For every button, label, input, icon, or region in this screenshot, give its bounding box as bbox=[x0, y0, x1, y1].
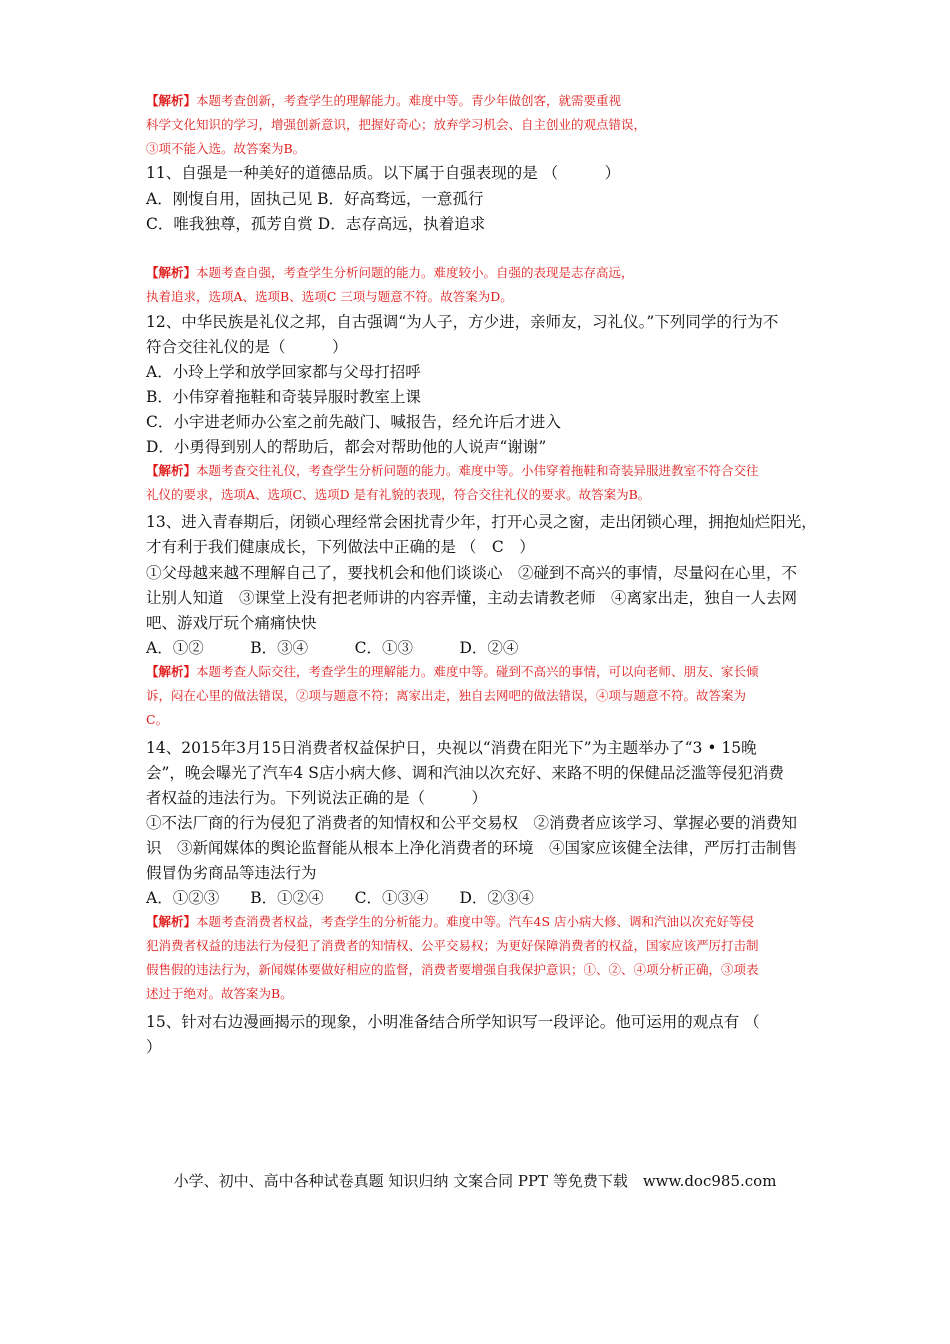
question-14-options: A．①②③ B．①②④ C．①③④ D．②③④ bbox=[146, 889, 534, 907]
explanation-q14-line4: 述过于绝对。故答案为B。 bbox=[146, 986, 293, 1001]
explanation-q14-line2: 犯消费者权益的违法行为侵犯了消费者的知情权、公平交易权；为更好保障消费者的权益，国家应该严厉打击制 bbox=[146, 938, 759, 953]
page-footer: 小学、初中、高中各种试卷真题 知识归纳 文案合同 PPT 等免费下载 www.doc985.com bbox=[173, 1172, 777, 1190]
question-12-option-a: A．小玲上学和放学回家都与父母打招呼 bbox=[146, 363, 421, 381]
explanation-q14-line1: 【解析】本题考查消费者权益，考查学生的分析能力。难度中等。汽车4S 店小病大修、调和汽油以次充好等侵 bbox=[146, 914, 755, 929]
question-11-options-cd: C．唯我独尊，孤芳自赏 D．志存高远，执着追求 bbox=[146, 215, 486, 233]
question-12-stem-line1: 12、中华民族是礼仪之邦，自古强调“为人子，方少进，亲师友，习礼仪。”下列同学的行为不 bbox=[146, 313, 779, 331]
question-15-stem-line1: 15、针对右边漫画揭示的现象，小明准备结合所学知识写一段评论。他可运用的观点有 （ bbox=[146, 1013, 760, 1031]
question-13-options: A．①② B．③④ C．①③ D．②④ bbox=[146, 639, 519, 657]
explanation-q10-line1: 【解析】本题考查创新，考查学生的理解能力。难度中等。青少年做创客，就需要重视 bbox=[146, 93, 622, 108]
question-15-stem-line2: ） bbox=[146, 1038, 162, 1056]
question-12-option-c: C．小宇进老师办公室之前先敲门、喊报告，经允许后才进入 bbox=[146, 413, 561, 431]
question-11-stem: 11、自强是一种美好的道德品质。以下属于自强表现的是 （ ） bbox=[146, 164, 621, 182]
explanation-q11-line2: 执着追求，选项A、选项B、选项C 三项与题意不符。故答案为D。 bbox=[146, 289, 513, 304]
question-12-stem-line2: 符合交往礼仪的是（ ） bbox=[146, 338, 348, 356]
question-12-option-d: D．小勇得到别人的帮助后，都会对帮助他的人说声“谢谢” bbox=[146, 438, 547, 456]
explanation-q12-line1: 【解析】本题考查交往礼仪，考查学生分析问题的能力。难度中等。小伟穿着拖鞋和奇装异服进教室不符合交往 bbox=[146, 463, 759, 478]
question-13-stem-line1: 13、进入青春期后，闭锁心理经常会困扰青少年，打开心灵之窗，走出闭锁心理，拥抱灿烂阳光， bbox=[146, 513, 817, 531]
question-14-stem-line3: 者权益的违法行为。下列说法正确的是（ ） bbox=[146, 789, 488, 807]
question-13-stem-line2: 才有利于我们健康成长，下列做法中正确的是 （ C ） bbox=[146, 538, 535, 556]
explanation-q13-line1: 【解析】本题考查人际交往，考查学生的理解能力。难度中等。碰到不高兴的事情，可以向老师、朋友、家长倾 bbox=[146, 664, 759, 679]
question-11-options-ab: A．刚愎自用，固执己见 B．好高骛远，一意孤行 bbox=[146, 190, 484, 208]
question-14-statements-line1: ①不法厂商的行为侵犯了消费者的知情权和公平交易权 ②消费者应该学习、掌握必要的消费知 bbox=[146, 814, 798, 832]
question-13-statements-line3: 吧、游戏厅玩个痛痛快快 bbox=[146, 614, 317, 632]
explanation-q10-line2: 科学文化知识的学习，增强创新意识，把握好奇心；放弃学习机会、自主创业的观点错误， bbox=[146, 117, 647, 132]
question-14-statements-line2: 识 ③新闻媒体的舆论监督能从根本上净化消费者的环境 ④国家应该健全法律，严厉打击制售 bbox=[146, 839, 798, 857]
explanation-q13-line2: 诉，闷在心里的做法错误，②项与题意不符；离家出走，独自去网吧的做法错误，④项与题意不符。故答案为 bbox=[146, 688, 747, 703]
explanation-q14-line3: 假售假的违法行为，新闻媒体要做好相应的监督，消费者要增强自我保护意识；①、②、④项分析正确，③项表 bbox=[146, 962, 759, 977]
question-12-option-b: B．小伟穿着拖鞋和奇装异服时教室上课 bbox=[146, 388, 421, 406]
question-13-statements-line2: 让别人知道 ③课堂上没有把老师讲的内容弄懂，主动去请教老师 ④离家出走，独自一人去网 bbox=[146, 589, 798, 607]
explanation-q12-line2: 礼仪的要求，选项A、选项C、选项D 是有礼貌的表现，符合交往礼仪的要求。故答案为B。 bbox=[146, 487, 651, 502]
question-14-stem-line2: 会”，晚会曝光了汽车4 S店小病大修、调和汽油以次充好、来路不明的保健品泛滥等侵犯消费 bbox=[146, 764, 784, 782]
explanation-q10-line3: ③项不能入选。故答案为B。 bbox=[146, 141, 306, 156]
explanation-q11-line1: 【解析】本题考查自强，考查学生分析问题的能力。难度较小。自强的表现是志存高远， bbox=[146, 265, 634, 280]
question-13-statements-line1: ①父母越来越不理解自己了，要找机会和他们谈谈心 ②碰到不高兴的事情，尽量闷在心里，不 bbox=[146, 564, 798, 582]
question-14-stem-line1: 14、2015年3月15日消费者权益保护日，央视以“消费在阳光下”为主题举办了“3 • 15晚 bbox=[146, 739, 757, 757]
question-14-statements-line3: 假冒伪劣商品等违法行为 bbox=[146, 864, 317, 882]
explanation-q13-line3: C。 bbox=[146, 712, 169, 727]
